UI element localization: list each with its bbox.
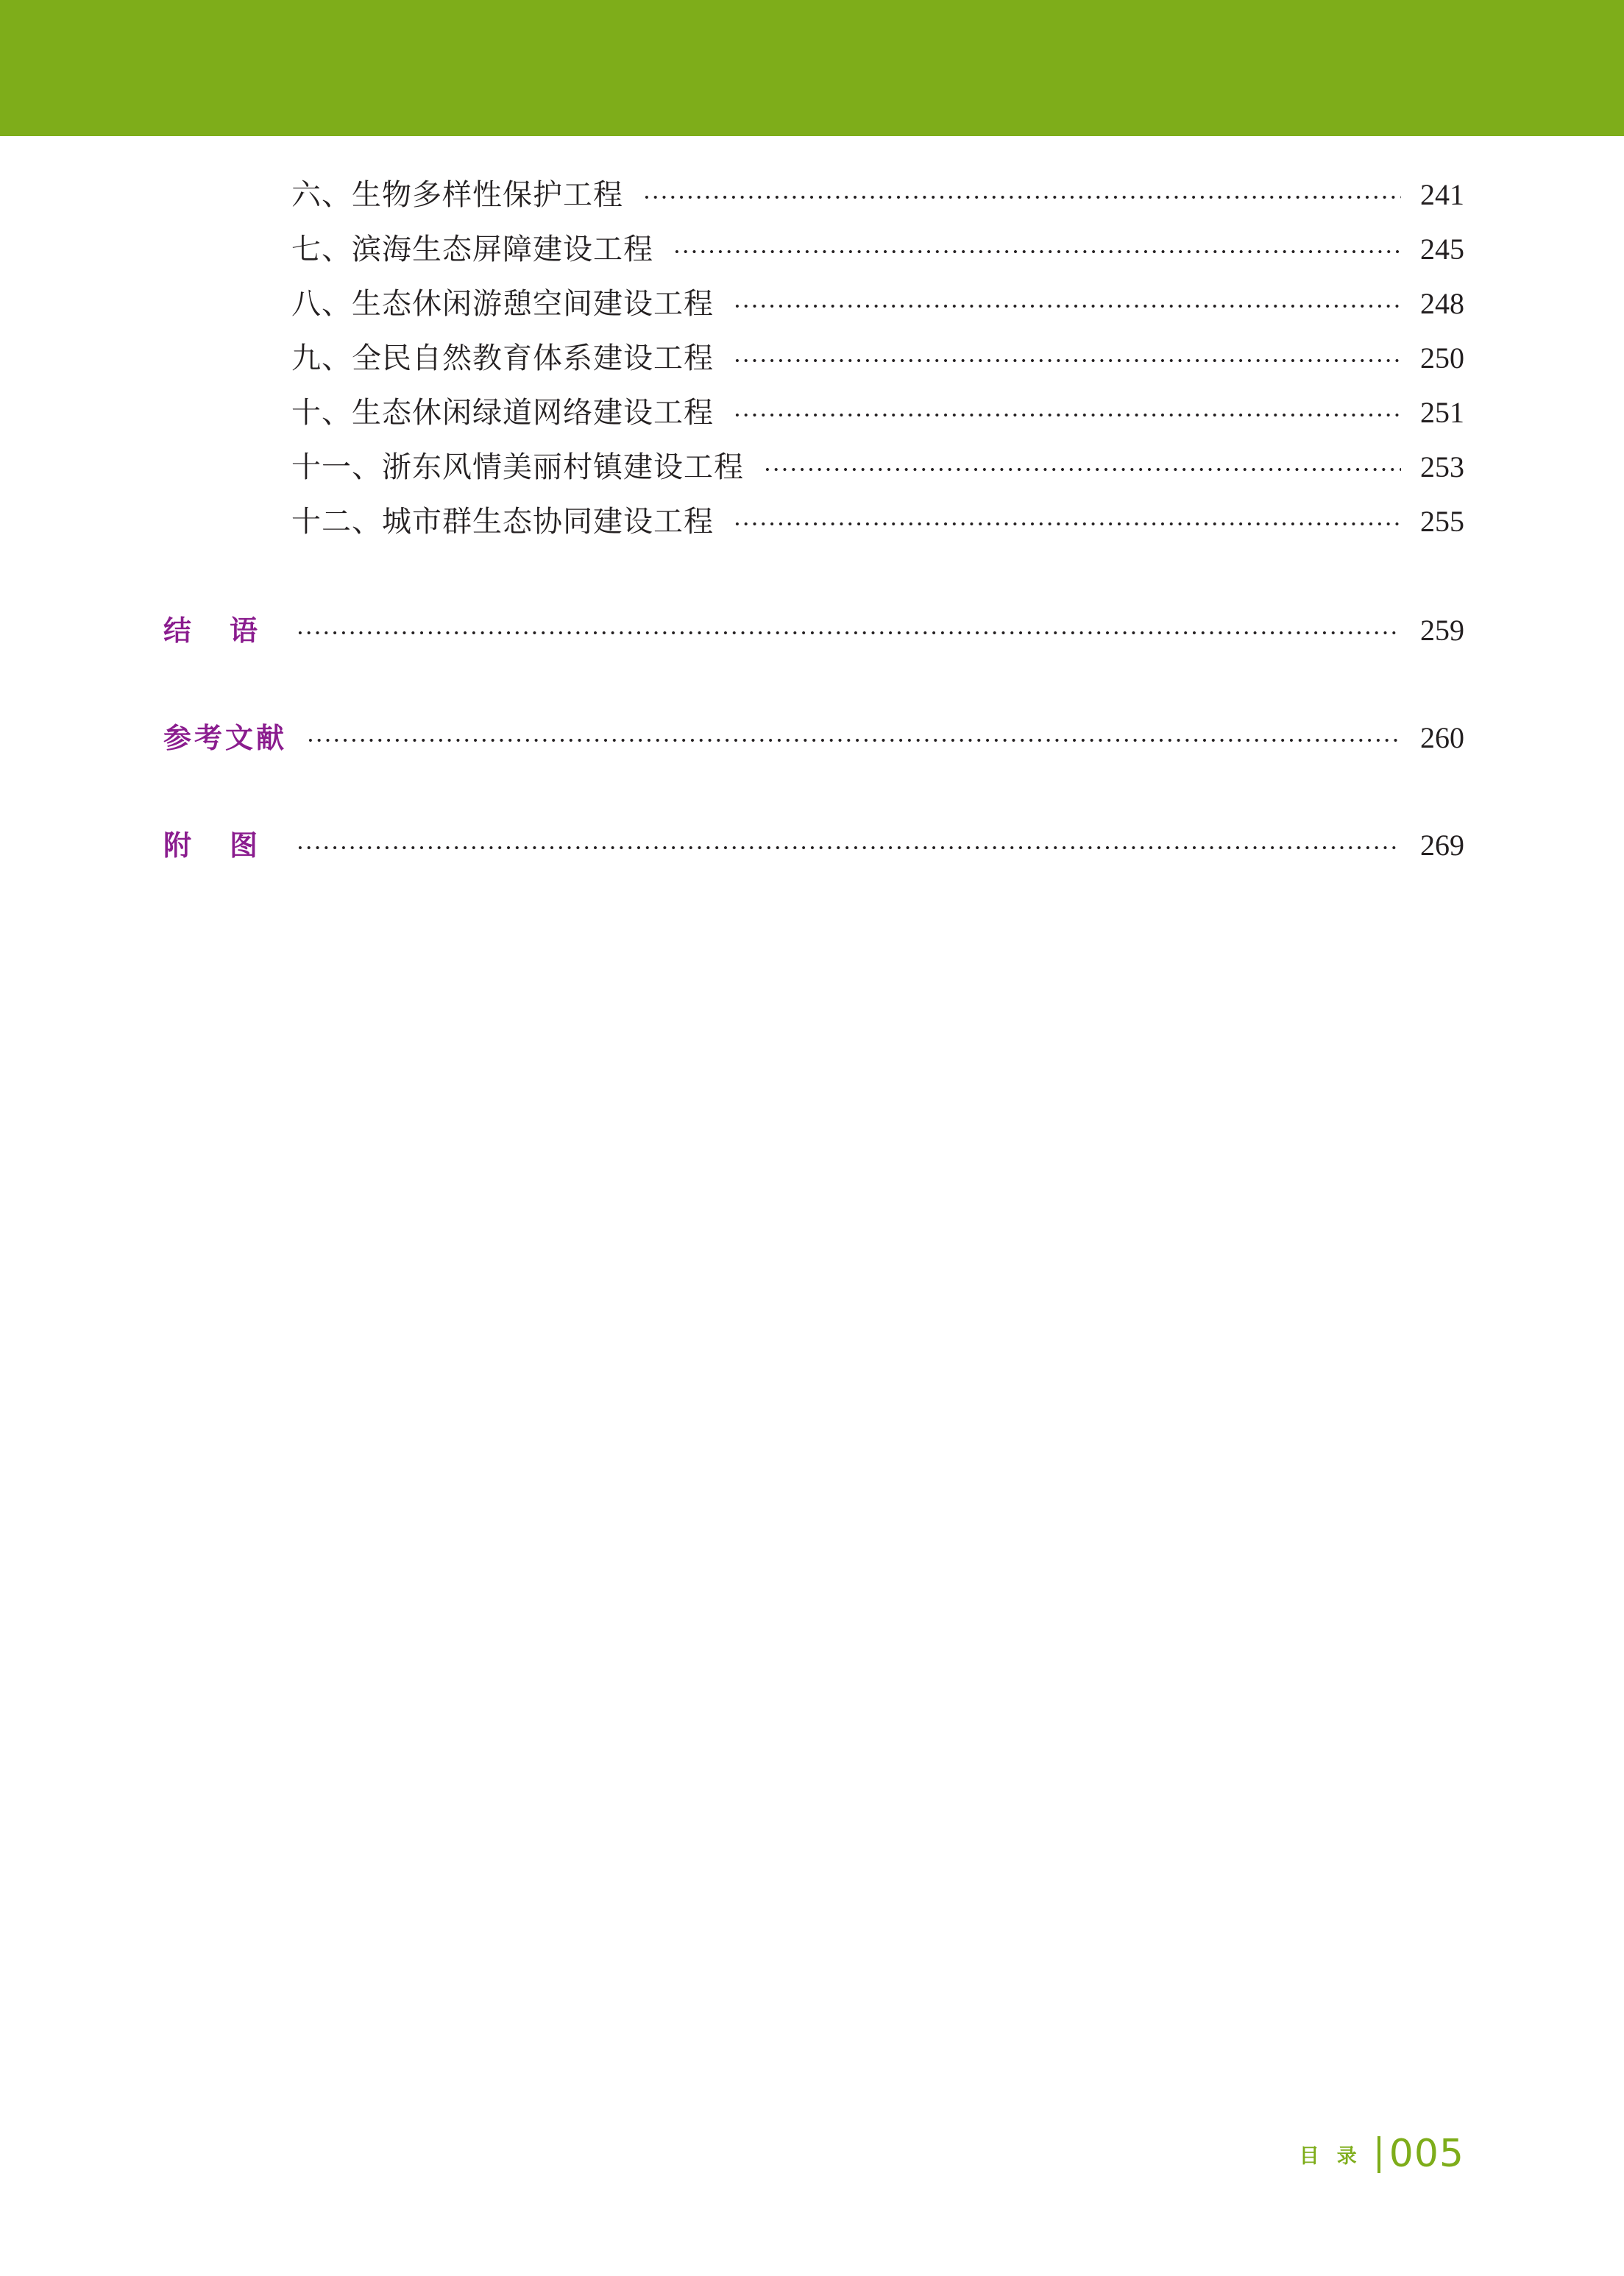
toc-section-title: 附图 [163,829,297,862]
toc-section-entry[interactable] [163,823,1464,868]
toc-entry-page: 251 [1420,396,1464,429]
toc-section-entry[interactable] [163,609,1464,653]
toc-entry-title: 八、生态休闲游憩空间建设工程 [291,287,714,321]
toc-entry[interactable] [291,391,1464,435]
toc-entry[interactable] [291,173,1464,217]
toc-entry[interactable] [291,445,1464,489]
dot-leader [296,631,1401,634]
toc-entry-title: 九、全民自然教育体系建设工程 [291,341,714,375]
footer-divider [1377,2136,1380,2173]
toc-entry-page: 250 [1420,341,1464,375]
toc-entry-page: 248 [1420,287,1464,320]
dot-leader [763,468,1401,471]
dot-leader [733,305,1401,308]
toc-entry-title: 十二、城市群生态协同建设工程 [291,505,714,539]
toc-section-title: 参考文献 [163,722,288,754]
toc-section-page: 260 [1420,721,1464,754]
dot-leader [733,359,1401,362]
toc-entry-page: 241 [1420,178,1464,211]
toc-section-entry[interactable] [163,716,1464,760]
dot-leader [306,739,1401,742]
toc-section-page: 259 [1420,614,1464,647]
toc-entry-title: 六、生物多样性保护工程 [291,178,623,212]
toc-entry-page: 253 [1420,450,1464,483]
top-color-band [0,0,1624,136]
toc-entry[interactable] [291,227,1464,272]
footer-section-label: 目录 [1299,2145,1375,2168]
toc-entry-title: 七、滨海生态屏障建设工程 [291,233,653,266]
dot-leader [642,196,1401,199]
toc-entry-page: 255 [1420,505,1464,538]
dot-leader [733,414,1401,416]
page-footer [1299,2132,1464,2176]
toc-entry-title: 十一、浙东风情美丽村镇建设工程 [291,450,744,484]
toc-entry[interactable] [291,336,1464,380]
footer-page-number: 005 [1389,2132,1464,2176]
toc-entry-page: 245 [1420,233,1464,266]
dot-leader [296,846,1401,849]
toc-section-page: 269 [1420,829,1464,862]
toc-entry[interactable] [291,500,1464,544]
toc-entry[interactable] [291,282,1464,326]
toc-section-title: 结语 [163,614,297,647]
dot-leader [733,522,1401,525]
dot-leader [673,250,1401,253]
toc-entry-title: 十、生态休闲绿道网络建设工程 [291,396,714,430]
